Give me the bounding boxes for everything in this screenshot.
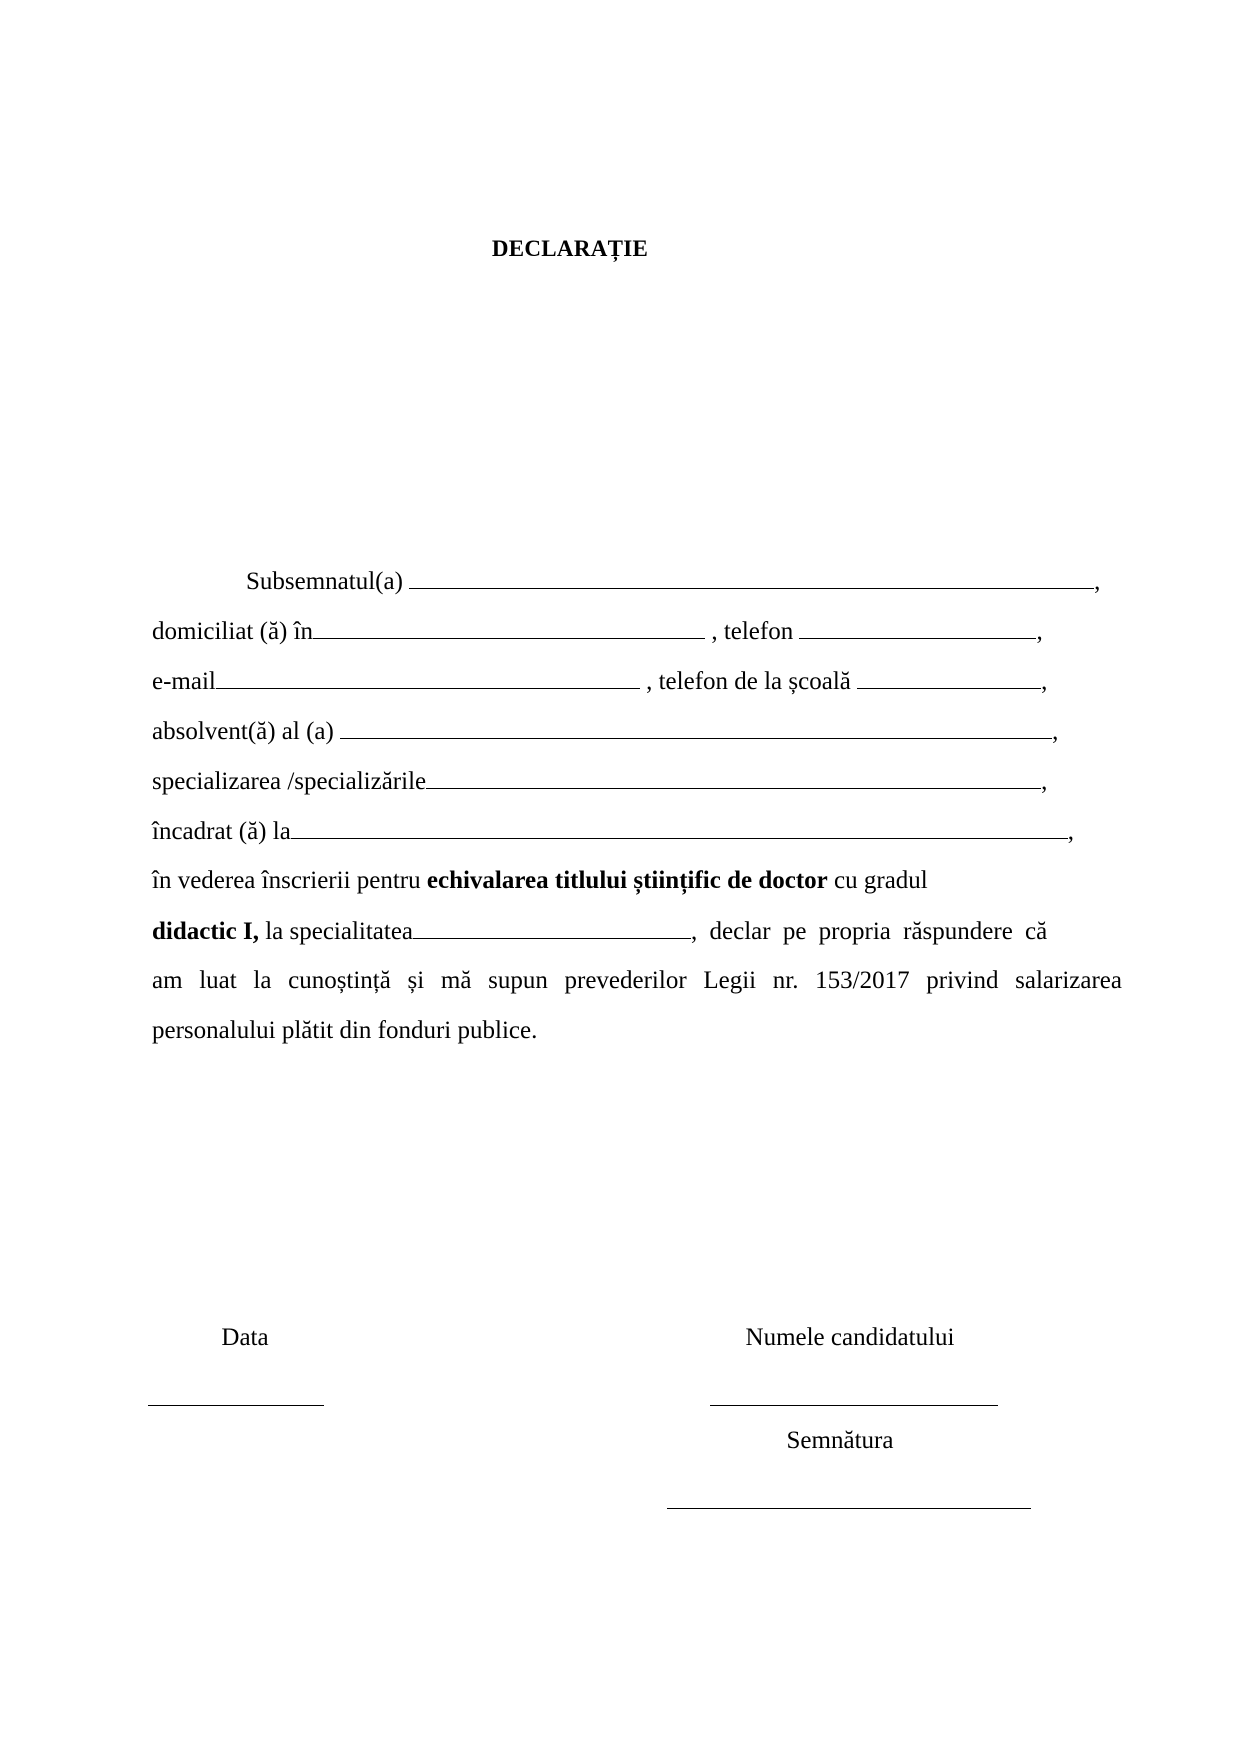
line-email <box>152 666 1122 697</box>
text-purpose-pre: în vederea înscrierii pentru <box>152 867 427 894</box>
field-absolvent-blank[interactable] <box>340 716 1052 739</box>
field-email-blank[interactable] <box>216 666 640 689</box>
line-domicile <box>152 616 1122 647</box>
text-purpose-bold: echivalarea titlului științific de doctor <box>426 867 828 894</box>
date-signature-line[interactable] <box>148 1405 324 1406</box>
label-specialitatea: la specialitatea <box>258 918 414 945</box>
line-incadrat <box>152 816 1122 847</box>
line-legal: am luat la cunoștință și mă supun prevederilor Legii nr. 153/2017 privind salarizarea <box>152 967 1122 994</box>
line-specialitate <box>152 916 1122 947</box>
label-incadrat: încadrat (ă) la <box>152 818 291 845</box>
line-legal-end: personalului plătit din fonduri publice. <box>152 1017 538 1044</box>
line-absolvent <box>152 716 1122 747</box>
document-title: DECLARAȚIE <box>491 236 649 261</box>
text-didactic-bold: didactic I, <box>152 918 259 945</box>
comma: , <box>1067 818 1075 845</box>
label-specializarea: specializarea /specializările <box>152 768 427 795</box>
line-name <box>246 566 1216 597</box>
label-domiciliat: domiciliat (ă) în <box>152 618 314 645</box>
label-telefon: , telefon <box>705 618 800 645</box>
line-purpose <box>152 866 1122 896</box>
field-phone-blank[interactable] <box>799 616 1036 639</box>
label-email: e-mail <box>152 668 216 695</box>
label-absolvent: absolvent(ă) al (a) <box>152 718 341 745</box>
comma: , <box>1094 568 1101 595</box>
label-telefon-scoala: , telefon de la școală <box>639 668 858 695</box>
candidate-name-line[interactable] <box>710 1405 998 1406</box>
comma: , <box>1036 618 1043 645</box>
line-specializare <box>152 766 1122 797</box>
text-purpose-post: cu gradul <box>827 867 928 894</box>
field-specializare-blank[interactable] <box>426 766 1041 789</box>
field-name-blank[interactable] <box>409 566 1094 589</box>
label-subsemnatul: Subsemnatul(a) <box>246 568 403 595</box>
comma: , <box>1041 768 1048 795</box>
field-specialitate-blank[interactable] <box>413 916 691 939</box>
comma: , <box>1052 718 1059 745</box>
date-label: Data <box>221 1324 269 1351</box>
candidate-name-label: Numele candidatului <box>745 1324 955 1351</box>
field-domicile-blank[interactable] <box>313 616 705 639</box>
comma: , <box>1041 668 1048 695</box>
signature-label: Semnătura <box>786 1427 894 1454</box>
signature-line[interactable] <box>667 1508 1031 1509</box>
text-declar: , declar pe propria răspundere că <box>691 918 1048 945</box>
field-school-phone-blank[interactable] <box>857 666 1041 689</box>
field-incadrat-blank[interactable] <box>291 816 1068 839</box>
